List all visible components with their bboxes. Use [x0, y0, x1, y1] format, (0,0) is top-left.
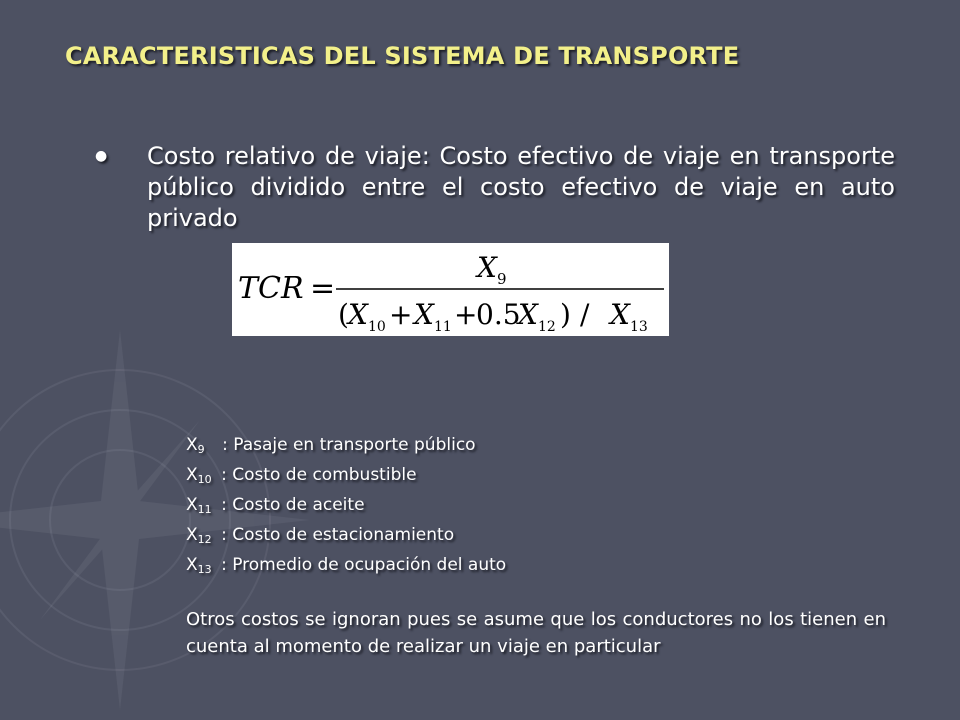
formula-numerator-var: X	[477, 251, 497, 284]
bullet-item	[95, 141, 895, 234]
variable-row-x11	[186, 490, 906, 520]
variable-symbol: X	[186, 555, 198, 575]
formula-den-x13: X	[610, 298, 630, 331]
formula-den-x11-sub: 11	[434, 319, 452, 335]
variable-separator: :	[221, 525, 227, 545]
variable-row-x13	[186, 550, 906, 580]
formula-den-plus1: +	[389, 298, 413, 331]
variable-symbol: X	[186, 465, 198, 485]
formula-den-close: )	[560, 298, 571, 331]
variable-description: Costo de combustible	[232, 465, 417, 485]
variable-symbol: X	[186, 435, 198, 455]
variable-description: Promedio de ocupación del auto	[232, 555, 507, 575]
formula-den-x13-sub: 13	[630, 319, 648, 335]
variable-subscript: 10	[197, 473, 212, 486]
formula-den-x12: X	[518, 298, 538, 331]
formula-image	[232, 243, 669, 336]
variable-description: Costo de aceite	[232, 495, 365, 515]
variable-row-x12	[186, 520, 906, 550]
formula-den-x10-sub: 10	[368, 319, 386, 335]
variable-separator: :	[221, 555, 227, 575]
note-paragraph: Otros costos se ignoran pues se asume que los conductores no los tienen en cuenta al momento de realizar un viaje en particular	[186, 609, 886, 657]
bullet-dot-icon: ●	[95, 148, 108, 164]
variable-subscript: 11	[197, 503, 212, 516]
formula-equals: =	[310, 271, 336, 306]
variable-subscript: 9	[197, 443, 205, 456]
formula-den-coef: 0.5	[476, 298, 521, 331]
variable-separator: :	[221, 495, 227, 515]
variable-separator: :	[221, 465, 227, 485]
variable-list	[186, 430, 906, 580]
formula-lhs: TCR	[238, 271, 304, 306]
formula-den-slash: /	[580, 298, 590, 331]
formula-den-open: (	[338, 298, 349, 331]
formula-den-x10: X	[348, 298, 368, 331]
variable-separator: :	[222, 435, 228, 455]
formula-den-plus2: +	[454, 298, 478, 331]
variable-description: Costo de estacionamiento	[232, 525, 455, 545]
bullet-text: Costo relativo de viaje: Costo efectivo de viaje en transporte público dividido entre el costo efectivo de viaje en auto privado	[147, 142, 895, 232]
formula-den-x12-sub: 12	[538, 319, 556, 335]
formula-den-x11: X	[414, 298, 434, 331]
variable-subscript: 12	[197, 533, 212, 546]
slide-title: CARACTERISTICAS DEL SISTEMA DE TRANSPORTE	[65, 42, 740, 70]
variable-subscript: 13	[197, 563, 212, 576]
variable-row-x10	[186, 460, 906, 490]
variable-symbol: X	[186, 525, 198, 545]
formula-numerator-sub: 9	[497, 270, 507, 288]
variable-symbol: X	[186, 495, 198, 515]
variable-description: Pasaje en transporte público	[233, 435, 476, 455]
variable-row-x9	[186, 430, 906, 460]
